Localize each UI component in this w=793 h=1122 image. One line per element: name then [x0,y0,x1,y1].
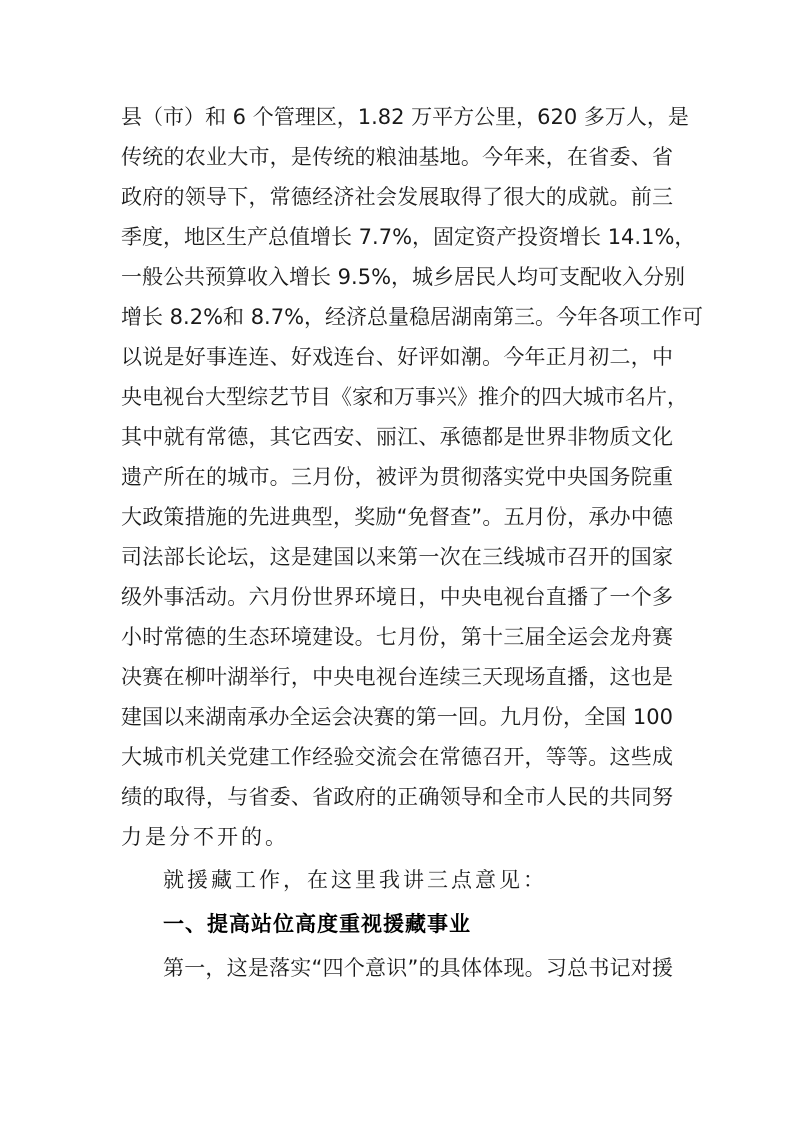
text-line: 一般公共预算收入增长 9.5%，城乡居民人均可支配收入分别 [121,265,686,289]
text-line: 政府的领导下，常德经济社会发展取得了很大的成就。前三 [121,185,673,209]
text-line: 就援藏工作，在这里我讲三点意见： [163,868,547,892]
text-line: 力是分不开的。 [121,825,289,849]
text-line: 级外事活动。六月份世界环境日，中央电视台直播了一个多 [121,585,673,609]
text-line: 建国以来湖南承办全运会决赛的第一回。九月份，全国 100 [121,705,673,729]
text-line: 小时常德的生态环境建设。七月份，第十三届全运会龙舟赛 [121,625,673,649]
text-line: 大城市机关党建工作经验交流会在常德召开，等等。这些成 [121,745,673,769]
text-line: 大政策措施的先进典型，奖励“免督查”。五月份，承办中德 [121,505,673,529]
text-line: 增长 8.2%和 8.7%，经济总量稳居湖南第三。今年各项工作可 [121,305,704,329]
text-line: 遗产所在的城市。三月份，被评为贯彻落实党中央国务院重 [121,465,673,489]
text-line: 其中就有常德，其它西安、丽江、承德都是世界非物质文化 [121,425,673,449]
text-line: 县（市）和 6 个管理区，1.82 万平方公里，620 多万人，是 [121,105,689,129]
text-line: 决赛在柳叶湖举行，中央电视台连续三天现场直播，这也是 [121,665,673,689]
text-line: 绩的取得，与省委、省政府的正确领导和全市人民的共同努 [121,785,673,809]
text-line: 季度，地区生产总值增长 7.7%，固定资产投资增长 14.1%， [121,225,696,249]
heading-text: 一、提高站位高度重视援藏事业 [163,912,471,936]
text-line: 以说是好事连连、好戏连台、好评如潮。今年正月初二，中 [121,345,673,369]
text-line: 司法部长论坛，这是建国以来第一次在三线城市召开的国家 [121,545,673,569]
text-line: 第一，这是落实“四个意识”的具体体现。习总书记对援 [163,956,673,980]
text-line: 央电视台大型综艺节目《家和万事兴》推介的四大城市名片， [121,385,688,409]
text-line: 传统的农业大市，是传统的粮油基地。今年来，在省委、省 [121,145,673,169]
